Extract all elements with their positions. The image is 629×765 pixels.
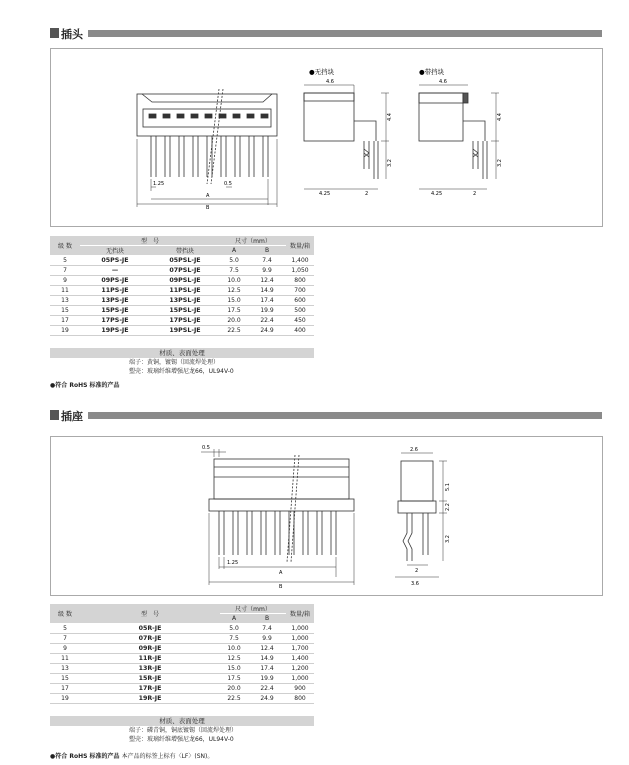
row-b: 7.4 [248,624,286,634]
row-model-with-guard: 05PSL-JE [150,256,220,266]
row-qty: 1,400 [286,256,314,266]
row-a: 20.0 [220,316,248,326]
row-model: 07R-JE [80,634,220,644]
row-model-with-guard: 15PSL-JE [150,306,220,316]
dim-a: A [206,193,210,199]
row-qty: 600 [286,296,314,306]
row-a: 10.0 [220,276,248,286]
col-a: A [220,246,248,256]
row-b: 14.9 [248,286,286,296]
section-bar [88,30,602,37]
material-line2: 塑壳：玻璃纤维增强尼龙66，UL94V-0 [129,368,234,375]
socket-side-view [395,453,447,577]
dim-h1-2: 5.1 [445,483,451,491]
row-qty: 1,400 [286,654,314,664]
row-qty: 400 [286,326,314,336]
rohs-note-plug: ●符合 RoHS 标准的产品 [50,382,120,389]
row-qty: 900 [286,684,314,694]
row-a: 5.0 [220,624,248,634]
label-with-guard: ●带挡块 [419,68,445,76]
side-view-with-guard [419,85,499,189]
row-qty: 1,000 [286,624,314,634]
row-level: 13 [50,664,80,674]
dim-half: 0.5 [224,181,232,187]
section-header-socket [50,409,602,421]
col-level-2: 级 数 [50,604,80,624]
material-line2-2: 塑壳：玻璃纤维增强尼龙66，UL94V-0 [129,736,234,743]
table-row [50,286,314,296]
row-a: 15.0 [220,296,248,306]
row-b: 22.4 [248,316,286,326]
col-dim: 尺寸（mm） [220,236,286,246]
col-model: 型 号 [80,236,220,246]
row-b: 9.9 [248,266,286,276]
row-model: 05R-JE [80,624,220,634]
material-socket [50,716,314,744]
dim-b-2: B [279,584,283,590]
col-b: B [248,246,286,256]
row-b: 12.4 [248,644,286,654]
table-row [50,654,314,664]
dim-bottom1: 4.25 [319,191,331,197]
row-level: 13 [50,296,80,306]
dim-bottom2: 2 [365,191,369,197]
col-b-2: B [248,614,286,624]
dim-h1: 4.4 [387,113,393,121]
row-level: 9 [50,276,80,286]
dim-a-2: A [279,570,283,576]
table-row [50,694,314,704]
row-level: 19 [50,326,80,336]
row-level: 11 [50,654,80,664]
row-a: 7.5 [220,266,248,276]
row-model-no-guard: — [80,266,150,276]
section-marker [50,28,59,38]
dim-w1: 4.6 [326,79,334,85]
row-a: 10.0 [220,644,248,654]
table-row [50,664,314,674]
row-model: 19R-JE [80,694,220,704]
row-model: 11R-JE [80,654,220,664]
material-title: 材质、表面处理 [50,348,314,358]
row-model-no-guard: 19PS-JE [80,326,150,336]
row-qty: 700 [286,286,314,296]
row-model: 17R-JE [80,684,220,694]
row-a: 15.0 [220,664,248,674]
row-a: 20.0 [220,684,248,694]
row-model-with-guard: 11PSL-JE [150,286,220,296]
section-marker-2 [50,410,59,420]
row-qty: 1,050 [286,266,314,276]
table-row [50,266,314,276]
dim-pitch-2: 1.25 [227,560,239,566]
row-b: 9.9 [248,634,286,644]
row-a: 12.5 [220,654,248,664]
row-level: 7 [50,634,80,644]
table-row [50,674,314,684]
dim-w1-b: 4.6 [439,79,447,85]
row-b: 19.9 [248,674,286,684]
row-b: 17.4 [248,296,286,306]
row-b: 22.4 [248,684,286,694]
material-line1: 端子：黄铜，镀锡（回流焊处理） [129,359,220,366]
dim-bottom1-b: 4.25 [431,191,443,197]
col-level: 级 数 [50,236,80,256]
row-model-with-guard: 17PSL-JE [150,316,220,326]
table-row [50,316,314,326]
row-level: 9 [50,644,80,654]
plug-pins [151,136,268,177]
dim-h2-2: 2.2 [445,503,451,511]
table-row [50,326,314,336]
row-model: 09R-JE [80,644,220,654]
material-plug [50,348,314,376]
row-model-with-guard: 13PSL-JE [150,296,220,306]
row-b: 17.4 [248,664,286,674]
section-title-2: 插座 [61,410,83,423]
dim-bottom1-2: 2 [415,568,419,574]
dim-w-2: 2.6 [410,447,418,453]
row-qty: 500 [286,306,314,316]
row-a: 17.5 [220,674,248,684]
row-b: 7.4 [248,256,286,266]
rohs-note-bold: ●符合 RoHS 标准的产品 [50,753,120,760]
row-qty: 800 [286,276,314,286]
drawing-frame-socket [50,436,603,596]
dim-h1-b: 4.4 [497,113,503,121]
dim-top: 0.5 [202,445,210,451]
row-level: 19 [50,694,80,704]
dim-h3-2: 3.2 [445,535,451,543]
row-a: 12.5 [220,286,248,296]
col-model-2: 型 号 [80,604,220,624]
dim-pitch: 1.25 [153,181,165,187]
row-model-with-guard: 09PSL-JE [150,276,220,286]
row-b: 12.4 [248,276,286,286]
table-row [50,296,314,306]
material-line1-2: 端子：磷青铜，铜底镀锡（回流焊处理） [129,727,238,734]
label-no-guard: ●无挡块 [309,68,335,76]
row-level: 17 [50,316,80,326]
row-b: 19.9 [248,306,286,316]
col-model-with-guard: 带挡块 [150,246,220,256]
section-header-plug [50,27,602,39]
row-model-no-guard: 15PS-JE [80,306,150,316]
row-b: 24.9 [248,694,286,704]
row-qty: 1,000 [286,634,314,644]
row-model: 13R-JE [80,664,220,674]
table-row [50,684,314,694]
row-qty: 450 [286,316,314,326]
row-qty: 1,000 [286,674,314,684]
side-view-no-guard [304,85,389,189]
row-model-no-guard: 09PS-JE [80,276,150,286]
table-row [50,624,314,634]
row-level: 5 [50,624,80,634]
table-row [50,306,314,316]
col-model-no-guard: 无挡块 [80,246,150,256]
row-qty: 800 [286,694,314,704]
material-title-2: 材质、表面处理 [50,716,314,726]
row-model-no-guard: 11PS-JE [80,286,150,296]
row-level: 15 [50,306,80,316]
dim-h2-b: 3.2 [497,159,503,167]
section-bar-2 [88,412,602,419]
row-level: 7 [50,266,80,276]
row-a: 22.5 [220,326,248,336]
drawing-frame-plug [50,48,603,227]
row-level: 11 [50,286,80,296]
dim-h2: 3.2 [387,159,393,167]
col-qty: 数量/箱 [286,236,314,256]
row-a: 7.5 [220,634,248,644]
row-model-no-guard: 17PS-JE [80,316,150,326]
col-qty-2: 数量/箱 [286,604,314,624]
col-dim-2: 尺寸（mm） [220,604,286,614]
spec-table-socket [50,604,314,704]
row-a: 17.5 [220,306,248,316]
row-b: 14.9 [248,654,286,664]
socket-housing [214,459,349,499]
table-row [50,644,314,654]
dim-bottom2-2: 3.6 [411,581,419,587]
spec-table-plug [50,236,314,336]
col-a-2: A [220,614,248,624]
row-level: 17 [50,684,80,694]
row-level: 15 [50,674,80,684]
row-model-no-guard: 13PS-JE [80,296,150,306]
row-model: 15R-JE [80,674,220,684]
row-a: 22.5 [220,694,248,704]
section-title: 插头 [61,28,83,41]
table-row [50,276,314,286]
row-model-with-guard: 19PSL-JE [150,326,220,336]
row-model-no-guard: 05PS-JE [80,256,150,266]
dim-bottom2-b: 2 [473,191,477,197]
socket-drawing [51,437,602,595]
row-qty: 1,200 [286,664,314,674]
plug-drawing [51,49,602,226]
table-row [50,634,314,644]
row-level: 5 [50,256,80,266]
rohs-note-socket [50,751,213,760]
table-row [50,256,314,266]
rohs-note-normal: 本产品的标签上标有〈LF〉(SN)。 [121,753,214,760]
dim-b: B [206,205,210,211]
row-model-with-guard: 07PSL-JE [150,266,220,276]
row-a: 5.0 [220,256,248,266]
row-b: 24.9 [248,326,286,336]
socket-pins [219,511,336,555]
row-qty: 1,700 [286,644,314,654]
